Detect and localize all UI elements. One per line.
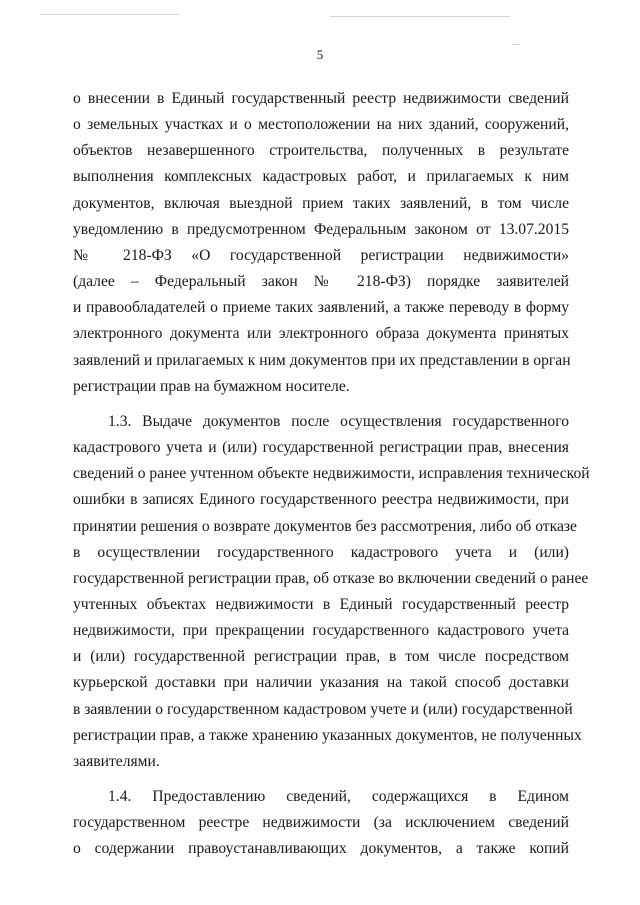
text-line: электронного документа или электронного образа документа принятых (73, 325, 569, 343)
paragraph (73, 86, 569, 400)
scan-artifact (512, 44, 520, 45)
text-line: и (или) государственной регистрации прав, в том числе посредством (73, 648, 569, 666)
text-line: регистрации прав, а также хранению указанных документов, не полученных (73, 726, 582, 744)
text-line: в заявлении о государственном кадастровом учете и (или) государственной (73, 700, 573, 718)
scan-artifact (330, 16, 510, 17)
text-line: и правообладателей о приеме таких заявлений, а также переводу в форму (73, 299, 569, 317)
text-line: в осуществлении государственного кадастрового учета и (или) (73, 543, 569, 561)
text-line: учтенных объектах недвижимости в Единый государственный реестр (73, 595, 569, 613)
paragraph-gap (73, 400, 569, 409)
text-line: № 218-ФЗ «О государственной регистрации недвижимости» (73, 246, 569, 264)
paragraph (73, 784, 569, 862)
text-line: уведомлению в предусмотренном Федеральным законом от 13.07.2015 (73, 220, 569, 238)
text-line: принятии решения о возврате документов без рассмотрения, либо об отказе (73, 517, 577, 535)
scan-artifact (40, 14, 180, 15)
text-line: курьерской доставки при наличии указания на такой способ доставки (73, 674, 569, 692)
text-line: государственном реестре недвижимости (за исключением сведений (73, 814, 569, 832)
text-line: кадастрового учета и (или) государственной регистрации прав, внесения (73, 439, 569, 457)
text-line: заявлений и прилагаемых к ним документов при их представлении в орган (73, 351, 571, 369)
text-line: сведений о ранее учтенном объекте недвижимости, исправления технической (73, 465, 590, 483)
text-line: 1.3. Выдаче документов после осуществления государственного (108, 412, 569, 430)
text-line: документов, включая выездной прием таких заявлений, в том числе (73, 194, 569, 212)
text-line: объектов незавершенного строительства, полученных в результате (73, 142, 569, 160)
document-body (73, 86, 590, 863)
paragraph (73, 409, 590, 775)
text-line: ошибки в записях Единого государственного реестра недвижимости, при (73, 491, 569, 509)
text-line: регистрации прав на бумажном носителе. (73, 377, 350, 395)
text-line: о земельных участках и о местоположении на них зданий, сооружений, (73, 116, 569, 134)
text-line: о внесении в Единый государственный реестр недвижимости сведений (73, 90, 569, 107)
text-line: государственной регистрации прав, об отказе во включении сведений о ранее (73, 569, 589, 587)
paragraph-gap (73, 775, 569, 784)
text-line: заявителями. (73, 752, 160, 770)
text-line: о содержании правоустанавливающих документов, а также копий (73, 840, 569, 858)
text-line: (далее – Федеральный закон № 218-ФЗ) порядке заявителей (73, 273, 569, 291)
text-line: недвижимости, при прекращении государственного кадастрового учета (73, 622, 569, 640)
text-line: 1.4. Предоставлению сведений, содержащихся в Едином (108, 788, 569, 806)
page-number: 5 (316, 47, 324, 62)
text-line: выполнения комплексных кадастровых работ, и прилагаемых к ним (73, 168, 569, 186)
